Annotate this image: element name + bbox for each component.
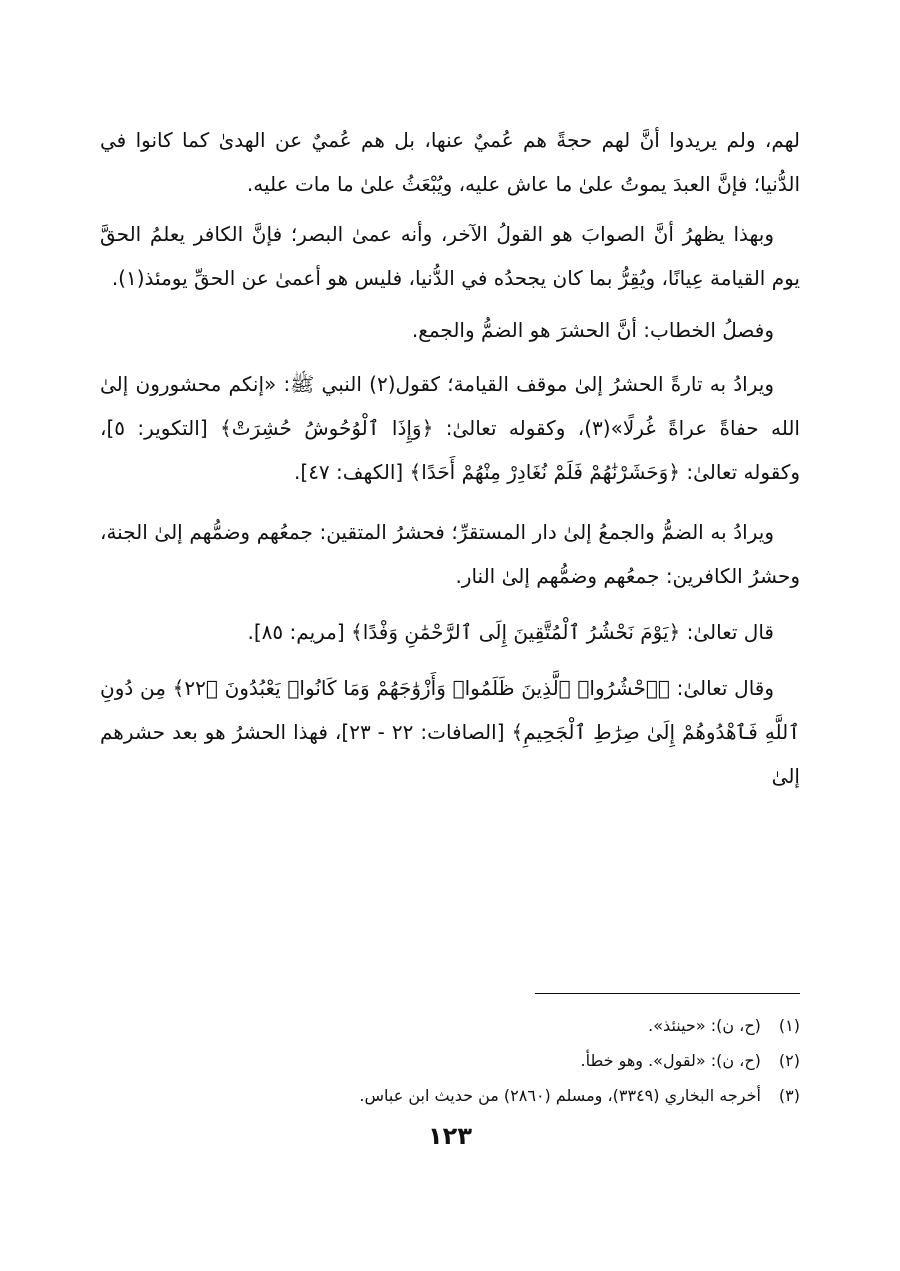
footnotes: [200, 1008, 800, 1113]
footnote-text: أخرجه البخاري (٣٣٤٩)، ومسلم (٢٨٦٠) من حديث ابن عباس.: [359, 1086, 761, 1105]
paragraph-5: ويرادُ به الضمُّ والجمعُ إلىٰ دار المستقرِّ؛ فحشرُ المتقين: جمعُهم وضمُّهم إلىٰ الجنة، وحشرُ الكافرين: جمعُهم وضمُّهم إلىٰ النار.: [100, 520, 800, 588]
paragraph-4: ويرادُ به تارةً الحشرُ إلىٰ موقف القيامة؛ كقول(٢) النبي ﷺ: «إنكم محشورون إلىٰ الله حفاةً عراةً غُرلًا»(٣)، وكقوله تعالىٰ: ﴿وَإِذَا ٱلْوُحُوشُ حُشِرَتْ﴾ [التكوير: ٥]، وكقوله تعالىٰ: ﴿وَحَشَرْنَٰهُمْ فَلَمْ نُغَادِرْ مِنْهُمْ أَحَدًا﴾ [الكهف: ٤٧].: [100, 372, 800, 484]
footnote-number: (٣): [778, 1086, 800, 1105]
paragraph-1: لهم، ولم يريدوا أنَّ لهم حجةً هم عُميٌ عنها، بل هم عُميٌ عن الهدىٰ كما كانوا في الدُّنيا؛ فإنَّ العبدَ يموتُ علىٰ ما عاش عليه، ويُبْعَثُ علىٰ ما مات عليه.: [100, 128, 800, 196]
paragraph-7: وقال تعالىٰ: ﴿ٱحْشُرُوا۟ ٱلَّذِينَ ظَلَمُوا۟ وَأَزْوَٰجَهُمْ وَمَا كَانُوا۟ يَعْبُدُونَ ﴿٢٢﴾ مِن دُونِ ٱللَّهِ فَٱهْدُوهُمْ إِلَىٰ صِرَٰطِ ٱلْجَحِيمِ﴾ [الصافات: ٢٢ - ٢٣]، فهذا الحشرُ هو بعد حشرهم إلىٰ: [100, 676, 800, 788]
page-number: ١٢٣: [428, 1122, 472, 1150]
footnote-1: [200, 1008, 800, 1043]
footnote-text: (ح، ن): «لقول». وهو خطأ.: [580, 1051, 761, 1070]
footnote-text: (ح، ن): «حينئذ».: [648, 1016, 761, 1035]
paragraph-2: وبهذا يظهرُ أنَّ الصوابَ هو القولُ الآخر، وأنه عمىٰ البصر؛ فإنَّ الكافر يعلمُ الحقَّ يوم القيامة عِيانًا، ويُقِرُّ بما كان يجحدُه في الدُّنيا، فليس هو أعمىٰ عن الحقِّ يومئذ(١).: [100, 222, 800, 290]
footnote-number: (٢): [778, 1051, 800, 1070]
footnote-2: [200, 1043, 800, 1078]
main-text: [100, 118, 800, 810]
paragraph-3: وفصلُ الخطاب: أنَّ الحشرَ هو الضمُّ والجمع.: [411, 318, 774, 342]
paragraph-6: قال تعالىٰ: ﴿يَوْمَ نَحْشُرُ ٱلْمُتَّقِينَ إِلَى ٱلرَّحْمَٰنِ وَفْدًا﴾ [مريم: ٨٥].: [247, 620, 774, 644]
footnote-number: (١): [778, 1016, 800, 1035]
footnote-3: [200, 1078, 800, 1113]
footnote-separator: [535, 993, 800, 994]
